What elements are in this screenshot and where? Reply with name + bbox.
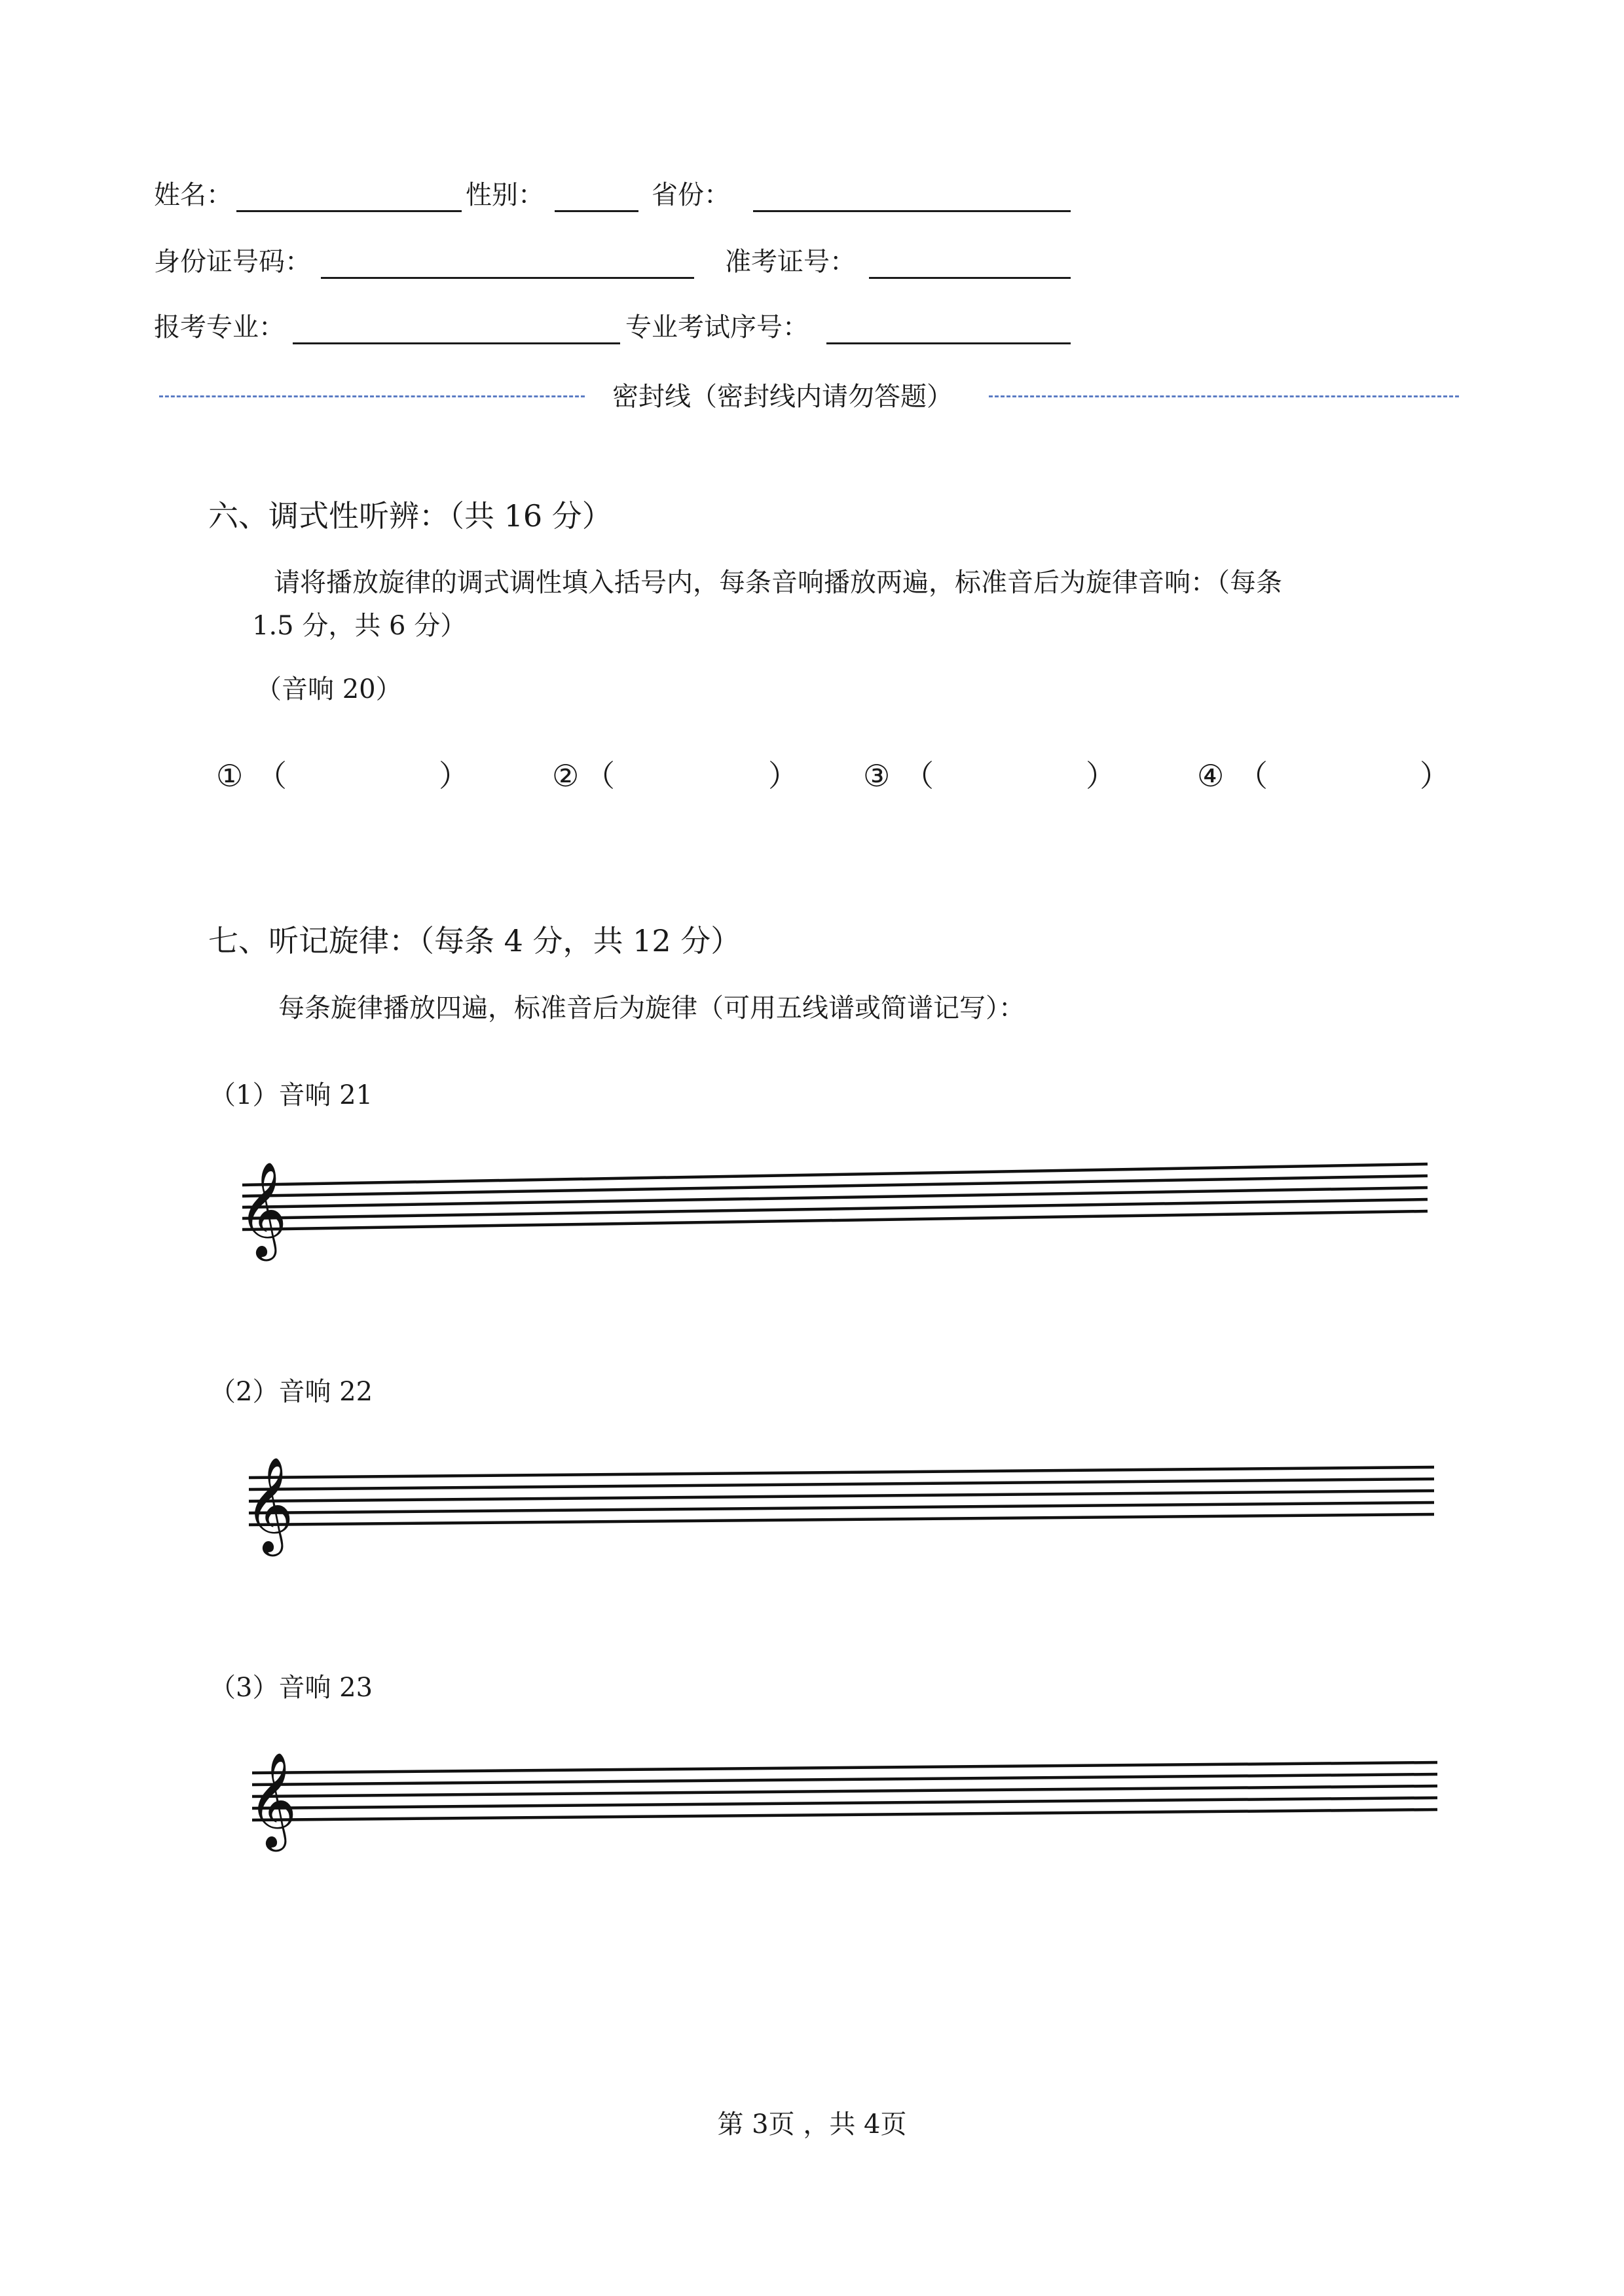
staff-2-label: （2）音响 22 (210, 1377, 373, 1407)
treble-clef-icon: 𝄞 (238, 1161, 287, 1257)
staff-2-lines (249, 1467, 1434, 1525)
exam-sequence-label: 专业考试序号： (625, 312, 809, 342)
gender-label: 性别： (466, 180, 544, 210)
answer-3-open-paren: （ (904, 758, 934, 793)
answer-3-close-paren: ） (1086, 758, 1116, 793)
seal-line-text: 密封线（密封线内请勿答题） (612, 382, 953, 412)
exam-sequence-field[interactable] (826, 342, 1071, 344)
section-6-title: 六、调式性听辨：（共 16 分） (208, 498, 612, 534)
staff-1-lines (242, 1164, 1428, 1230)
admission-number-field[interactable] (869, 277, 1071, 279)
province-label: 省份： (652, 180, 730, 210)
answer-1-number: ① (216, 758, 244, 793)
name-label: 姓名： (154, 180, 232, 210)
section-6-instruction-line1: 请将播放旋律的调式调性填入括号内，每条音响播放两遍，标准音后为旋律音响：（每条 (274, 568, 1282, 598)
answer-2-open-paren: （ (585, 758, 615, 793)
answer-1-open-paren: （ (257, 758, 287, 793)
staff-3-lines (252, 1762, 1437, 1820)
answer-2-number: ② (552, 758, 580, 793)
seal-line-right (989, 395, 1459, 397)
id-number-label: 身份证号码： (154, 247, 311, 277)
staff-1[interactable] (229, 1139, 1441, 1270)
section-7-instruction: 每条旋律播放四遍，标准音后为旋律（可用五线谱或简谱记写）： (278, 993, 1025, 1023)
major-label: 报考专业： (154, 312, 285, 342)
staff-1-label: （1）音响 21 (210, 1080, 373, 1110)
name-field[interactable] (236, 210, 462, 212)
treble-clef-icon: 𝄞 (248, 1751, 297, 1848)
section-7-title: 七、听记旋律：（每条 4 分，共 12 分） (208, 923, 741, 958)
major-field[interactable] (293, 342, 620, 344)
answer-4-number: ④ (1197, 758, 1225, 793)
seal-line-left (159, 395, 585, 397)
treble-clef-icon: 𝄞 (245, 1456, 294, 1552)
answer-4-close-paren: ） (1420, 758, 1450, 793)
answer-4-open-paren: （ (1238, 758, 1268, 793)
section-6-instruction-line2: 1.5 分，共 6 分） (252, 611, 467, 641)
answer-3-number: ③ (863, 758, 891, 793)
section-6-audio-label: （音响 20） (255, 674, 402, 704)
answer-1-close-paren: ） (439, 758, 469, 793)
id-number-field[interactable] (321, 277, 694, 279)
staff-3[interactable] (239, 1734, 1450, 1865)
staff-3-label: （3）音响 23 (210, 1673, 373, 1703)
section-6-answers (0, 753, 1624, 799)
staff-2[interactable] (236, 1437, 1447, 1568)
gender-field[interactable] (555, 210, 638, 212)
admission-number-label: 准考证号： (725, 247, 856, 277)
answer-2-close-paren: ） (768, 758, 798, 793)
province-field[interactable] (753, 210, 1071, 212)
page-number: 第 3页 ，共 4页 (717, 2109, 907, 2140)
